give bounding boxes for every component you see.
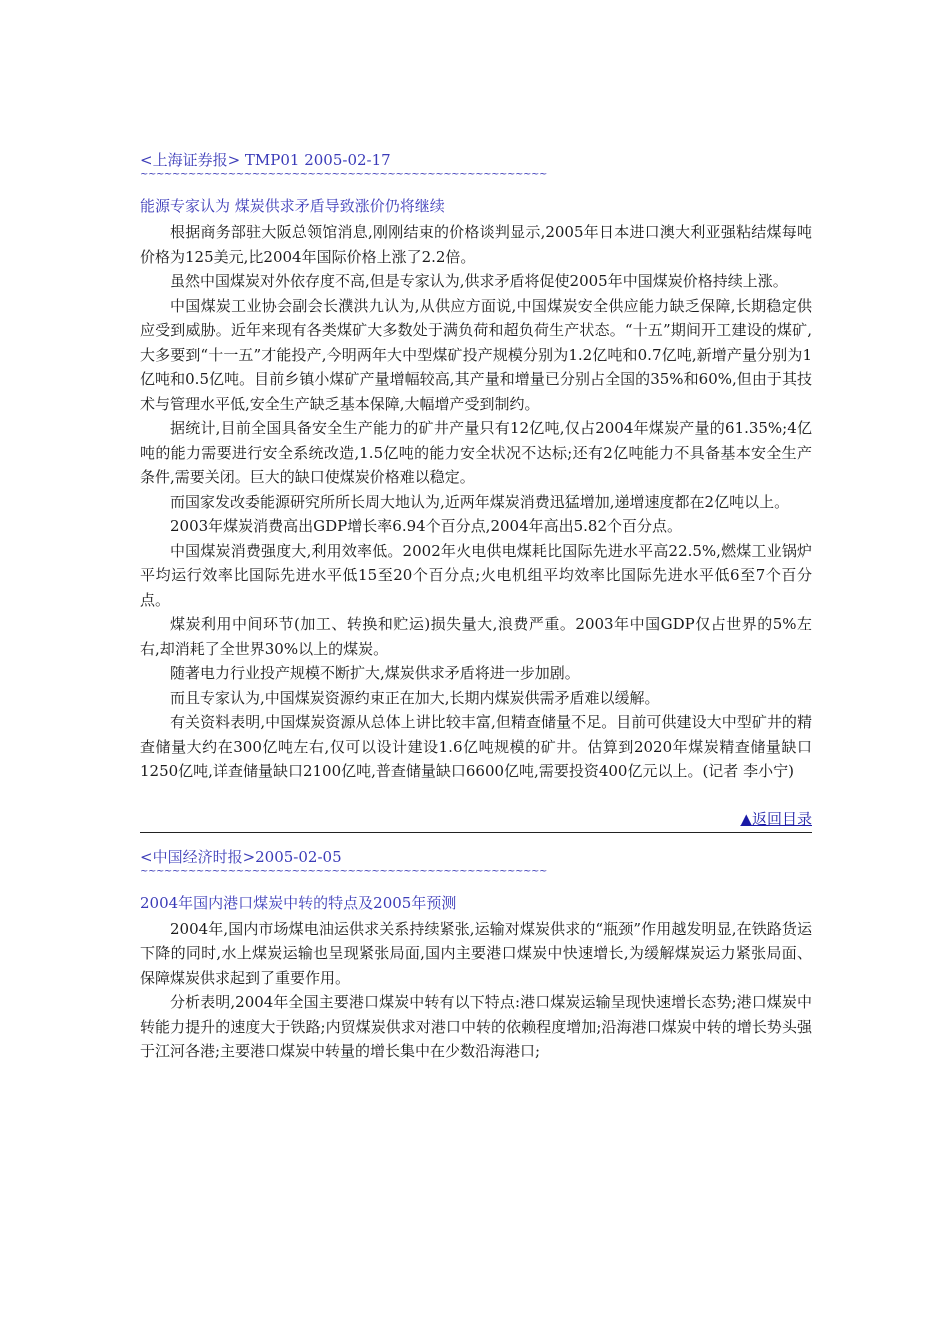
- article-source-line: <上海证券报> TMP01 2005-02-17: [140, 151, 391, 169]
- section-divider: [140, 832, 812, 833]
- article-paragraph: 据统计,目前全国具备安全生产能力的矿井产量只有12亿吨,仅占2004年煤炭产量的61.35%;4亿吨的能力需要进行安全系统改造,1.5亿吨的能力安全状况不达标;还有2亿吨能力不具备基本安全生产条件,需要关闭。巨大的缺口使煤炭价格难以稳定。: [140, 419, 812, 486]
- article-paragraph: 2003年煤炭消费高出GDP增长率6.94个百分点,2004年高出5.82个百分点。: [170, 517, 683, 535]
- article-headline: 2004年国内港口煤炭中转的特点及2005年预测: [140, 893, 457, 912]
- article-paragraph: 中国煤炭工业协会副会长濮洪九认为,从供应方面说,中国煤炭安全供应能力缺乏保障,长期稳定供应受到威胁。近年来现有各类煤矿大多数处于满负荷和超负荷生产状态。“十五”期间开工建设的煤矿,大多要到“十一五”才能投产,今明两年大中型煤矿投产规模分别为1.2亿吨和0.7亿吨,新增产量分别为1亿吨和0.5亿吨。目前乡镇小煤矿产量增幅较高,其产量和增量已分别占全国的35%和60%,但由于其技术与管理水平低,安全生产缺乏基本保障,大幅增产受到制约。: [140, 296, 812, 413]
- article-shanghai-securities: [140, 150, 812, 784]
- document-page: [140, 150, 812, 1064]
- back-to-toc-row: [140, 808, 812, 830]
- back-to-toc-link[interactable]: ▲返回目录: [740, 809, 812, 828]
- article-paragraph: 分析表明,2004年全国主要港口煤炭中转有以下特点:港口煤炭运输呈现快速增长态势;港口煤炭中转能力提升的速度大于铁路;内贸煤炭供求对港口中转的依赖程度增加;沿海港口煤炭中转的增长势头强于江河各港;主要港口煤炭中转量的增长集中在少数沿海港口;: [140, 993, 812, 1060]
- article-paragraph: 2004年,国内市场煤电油运供求关系持续紧张,运输对煤炭供求的“瓶颈”作用越发明显,在铁路货运下降的同时,水上煤炭运输也呈现紧张局面,国内主要港口煤炭中快速增长,为缓解煤炭运力紧张局面、保障煤炭供求起到了重要作用。: [140, 919, 812, 987]
- article-headline: 能源专家认为 煤炭供求矛盾导致涨价仍将继续: [140, 197, 445, 215]
- article-paragraph: 根据商务部驻大阪总领馆消息,刚刚结束的价格谈判显示,2005年日本进口澳大利亚强粘结煤每吨价格为125美元,比2004年国际价格上涨了2.2倍。: [140, 223, 812, 266]
- article-china-economic-times: [140, 847, 812, 1064]
- article-paragraph: 煤炭利用中间环节(加工、转换和贮运)损失量大,浪费严重。2003年中国GDP仅占世界的5%左右,却消耗了全世界30%以上的煤炭。: [140, 615, 812, 658]
- tilde-divider: ~~~~~~~~~~~~~~~~~~~~~~~~~~~~~~~~~~~~~~~~~~~~~~~~~~~: [140, 866, 547, 877]
- article-source-line: <中国经济时报>2005-02-05: [140, 847, 342, 866]
- article-paragraph: 有关资料表明,中国煤炭资源从总体上讲比较丰富,但精查储量不足。目前可供建设大中型矿井的精查储量大约在300亿吨左右,仅可以设计建设1.6亿吨规模的矿井。估算到2020年煤炭精查储量缺口1250亿吨,详查储量缺口2100亿吨,普查储量缺口6600亿吨,需要投资400亿元以上。(记者 李小宁): [140, 713, 812, 780]
- article-paragraph: 中国煤炭消费强度大,利用效率低。2002年火电供电煤耗比国际先进水平高22.5%,燃煤工业锅炉平均运行效率比国际先进水平低15至20个百分点;火电机组平均效率比国际先进水平低6至7个百分点。: [140, 541, 812, 609]
- article-paragraph: 随著电力行业投产规模不断扩大,煤炭供求矛盾将进一步加剧。: [170, 664, 580, 682]
- article-paragraph: 而国家发改委能源研究所所长周大地认为,近两年煤炭消费迅猛增加,递增速度都在2亿吨以上。: [170, 492, 790, 511]
- article-paragraph: 而且专家认为,中国煤炭资源约束正在加大,长期内煤炭供需矛盾难以缓解。: [170, 688, 660, 707]
- tilde-divider: ~~~~~~~~~~~~~~~~~~~~~~~~~~~~~~~~~~~~~~~~~~~~~~~~~~~: [140, 170, 547, 180]
- article-paragraph: 虽然中国煤炭对外依存度不高,但是专家认为,供求矛盾将促使2005年中国煤炭价格持续上涨。: [170, 272, 788, 290]
